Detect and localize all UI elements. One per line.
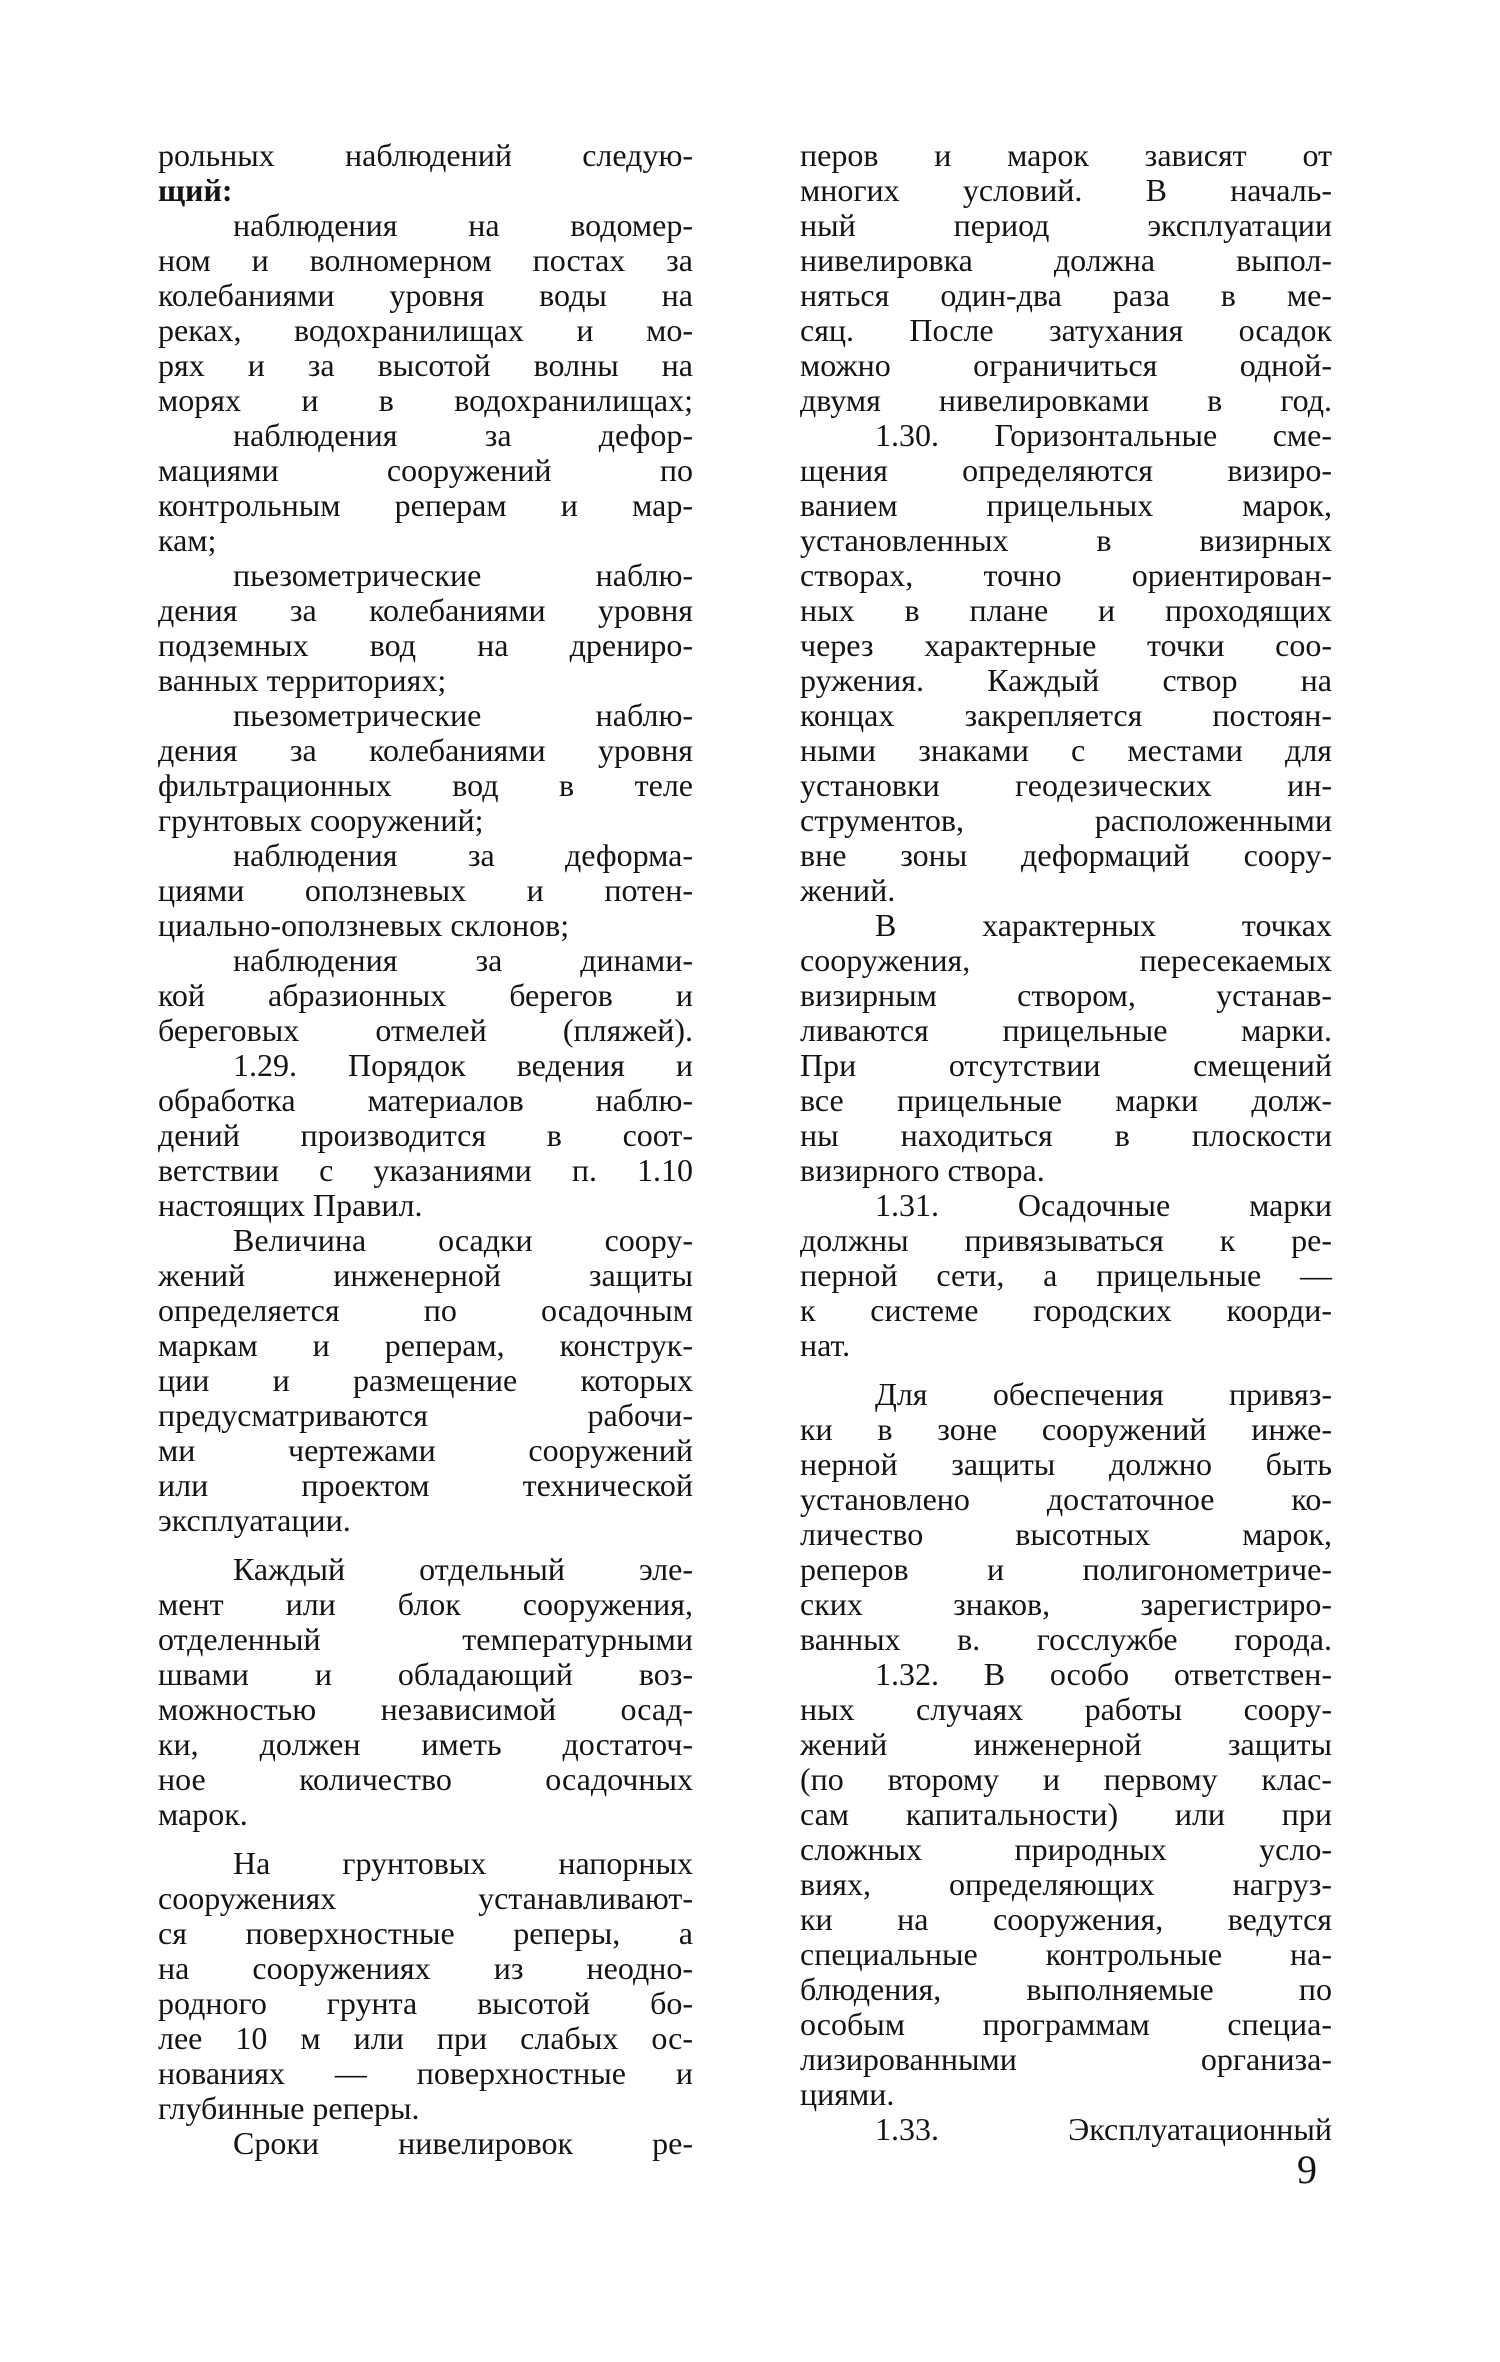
text-line: блюдения, выполняемые по xyxy=(800,1971,1332,2007)
text-line: пьезометрические наблю- xyxy=(233,697,693,733)
text-line: глубинные реперы. xyxy=(158,2090,420,2126)
text-line: эксплуатации. xyxy=(158,1502,351,1538)
text-line: При отсутствии смещений xyxy=(800,1047,1332,1083)
text-line: особым программам специа- xyxy=(800,2006,1332,2042)
text-line: определяется по осадочным xyxy=(158,1292,693,1328)
text-line: марок. xyxy=(158,1796,248,1832)
text-line: швами и обладающий воз- xyxy=(158,1656,693,1692)
page-number: 9 xyxy=(1297,2147,1317,2192)
text-line: рольных наблюдений следую- xyxy=(158,137,693,173)
text-line: личество высотных марок, xyxy=(800,1516,1332,1552)
text-line: ки на сооружения, ведутся xyxy=(800,1901,1332,1937)
text-line: сооружения, пересекаемых xyxy=(800,942,1332,978)
text-line: струментов, расположенными xyxy=(800,802,1332,838)
text-line: к системе городских коорди- xyxy=(800,1292,1332,1328)
text-line: Каждый отдельный эле- xyxy=(233,1551,693,1587)
text-line: грунтовых сооружений; xyxy=(158,802,484,838)
text-line: жений. xyxy=(800,872,896,908)
text-line: Сроки нивелировок ре- xyxy=(233,2125,693,2161)
text-line: многих условий. В началь- xyxy=(800,172,1332,208)
text-line: ся поверхностные реперы, а xyxy=(158,1915,693,1951)
text-line: ки в зоне сооружений инже- xyxy=(800,1411,1332,1447)
text-line: жений инженерной защиты xyxy=(800,1726,1332,1762)
text-line: нивелировка должна выпол- xyxy=(800,242,1332,278)
text-line: ны находиться в плоскости xyxy=(800,1117,1332,1153)
right-column xyxy=(800,138,1332,2147)
text-line: ки, должен иметь достаточ- xyxy=(158,1726,693,1762)
text-line: или проектом технической xyxy=(158,1467,693,1503)
text-line: визирным створом, устанав- xyxy=(800,977,1332,1013)
text-line: вне зоны деформаций соору- xyxy=(800,837,1332,873)
text-line: настоящих Правил. xyxy=(158,1187,423,1223)
text-line: визирного створа. xyxy=(800,1152,1045,1188)
text-line: наблюдения за динами- xyxy=(233,942,693,978)
text-line: должны привязываться к ре- xyxy=(800,1222,1332,1258)
text-line: нат. xyxy=(800,1327,851,1363)
text-line: ветствии с указаниями п. 1.10 xyxy=(158,1152,693,1188)
text-line: сложных природных усло- xyxy=(800,1831,1332,1867)
text-line: 1.31. Осадочные марки xyxy=(875,1187,1332,1223)
text-line: В характерных точках xyxy=(875,907,1332,943)
text-line: ном и волномерном постах за xyxy=(158,242,693,278)
text-line: рях и за высотой волны на xyxy=(158,347,693,383)
text-line: на сооружениях из неодно- xyxy=(158,1950,693,1986)
paragraph-gap xyxy=(158,1538,693,1552)
text-line: можностью независимой осад- xyxy=(158,1691,693,1727)
text-line: няться один-два раза в ме- xyxy=(800,277,1332,313)
text-line: перной сети, а прицельные — xyxy=(800,1257,1332,1293)
text-line: наблюдения за дефор- xyxy=(233,417,693,453)
text-line: береговых отмелей (пляжей). xyxy=(158,1012,693,1048)
text-line: жений инженерной защиты xyxy=(158,1257,693,1293)
text-line: сам капитальности) или при xyxy=(800,1796,1332,1832)
paragraph-gap xyxy=(158,1832,693,1846)
text-line: мент или блок сооружения, xyxy=(158,1586,693,1622)
text-line: обработка материалов наблю- xyxy=(158,1082,693,1118)
text-line: ных в плане и проходящих xyxy=(800,592,1332,628)
text-line: 1.32. В особо ответствен- xyxy=(875,1656,1332,1692)
text-line: реперов и полигонометриче- xyxy=(800,1551,1332,1587)
text-line: установлено достаточное ко- xyxy=(800,1481,1332,1517)
text-line: установки геодезических ин- xyxy=(800,767,1332,803)
text-line: мациями сооружений по xyxy=(158,452,693,488)
text-line: через характерные точки соо- xyxy=(800,627,1332,663)
text-line: концах закрепляется постоян- xyxy=(800,697,1332,733)
text-line: наблюдения на водомер- xyxy=(233,207,693,243)
text-line: щий: xyxy=(158,172,233,208)
paragraph-gap xyxy=(800,1363,1332,1377)
text-line: сяц. После затухания осадок xyxy=(800,312,1332,348)
text-line: лизированными организа- xyxy=(800,2041,1332,2077)
text-line: дений производится в соот- xyxy=(158,1117,693,1153)
text-line: отделенный температурными xyxy=(158,1621,693,1657)
text-line: ванием прицельных марок, xyxy=(800,487,1332,523)
text-line: предусматриваются рабочи- xyxy=(158,1397,693,1433)
text-line: перов и марок зависят от xyxy=(800,137,1332,173)
text-line: сооружениях устанавливают- xyxy=(158,1880,693,1916)
text-line: циями. xyxy=(800,2076,895,2112)
text-line: реках, водохранилищах и мо- xyxy=(158,312,693,348)
text-line: морях и в водохранилищах; xyxy=(158,382,693,418)
text-line: дения за колебаниями уровня xyxy=(158,592,693,628)
text-line: двумя нивелировками в год. xyxy=(800,382,1332,418)
text-line: На грунтовых напорных xyxy=(233,1845,693,1881)
text-line: маркам и реперам, конструк- xyxy=(158,1327,693,1363)
text-line: Величина осадки соору- xyxy=(233,1222,693,1258)
text-line: ный период эксплуатации xyxy=(800,207,1332,243)
text-line: 1.33. Эксплуатационный xyxy=(875,2111,1332,2147)
text-line: циями оползневых и потен- xyxy=(158,872,693,908)
text-line: створах, точно ориентирован- xyxy=(800,557,1332,593)
text-line: нованиях — поверхностные и xyxy=(158,2055,693,2091)
text-line: Для обеспечения привяз- xyxy=(875,1376,1332,1412)
text-line: колебаниями уровня воды на xyxy=(158,277,693,313)
text-line: ванных в. госслужбе города. xyxy=(800,1621,1332,1657)
text-line: ными знаками с местами для xyxy=(800,732,1332,768)
text-line: ми чертежами сооружений xyxy=(158,1432,693,1468)
text-line: виях, определяющих нагруз- xyxy=(800,1866,1332,1902)
text-line: пьезометрические наблю- xyxy=(233,557,693,593)
text-line: кам; xyxy=(158,522,217,558)
text-line: лее 10 м или при слабых ос- xyxy=(158,2020,693,2056)
text-line: циально-оползневых склонов; xyxy=(158,907,570,943)
text-line: ских знаков, зарегистриро- xyxy=(800,1586,1332,1622)
text-line: установленных в визирных xyxy=(800,522,1332,558)
text-line: ванных территориях; xyxy=(158,662,447,698)
text-line: все прицельные марки долж- xyxy=(800,1082,1332,1118)
text-line: наблюдения за деформа- xyxy=(233,837,693,873)
text-line: ных случаях работы соору- xyxy=(800,1691,1332,1727)
text-line: ливаются прицельные марки. xyxy=(800,1012,1332,1048)
text-line: 1.30. Горизонтальные сме- xyxy=(875,417,1332,453)
text-line: ружения. Каждый створ на xyxy=(800,662,1332,698)
text-line: подземных вод на дрениро- xyxy=(158,627,693,663)
text-line: контрольным реперам и мар- xyxy=(158,487,693,523)
text-line: щения определяются визиро- xyxy=(800,452,1332,488)
text-line: можно ограничиться одной- xyxy=(800,347,1332,383)
text-line: (по второму и первому клас- xyxy=(800,1761,1332,1797)
text-line: дения за колебаниями уровня xyxy=(158,732,693,768)
left-column xyxy=(158,138,693,2161)
text-line: фильтрационных вод в теле xyxy=(158,767,693,803)
text-line: ции и размещение которых xyxy=(158,1362,693,1398)
text-line: специальные контрольные на- xyxy=(800,1936,1332,1972)
text-line: нерной защиты должно быть xyxy=(800,1446,1332,1482)
text-line: 1.29. Порядок ведения и xyxy=(233,1047,693,1083)
text-line: родного грунта высотой бо- xyxy=(158,1985,693,2021)
text-line: кой абразионных берегов и xyxy=(158,977,693,1013)
text-line: ное количество осадочных xyxy=(158,1761,693,1797)
